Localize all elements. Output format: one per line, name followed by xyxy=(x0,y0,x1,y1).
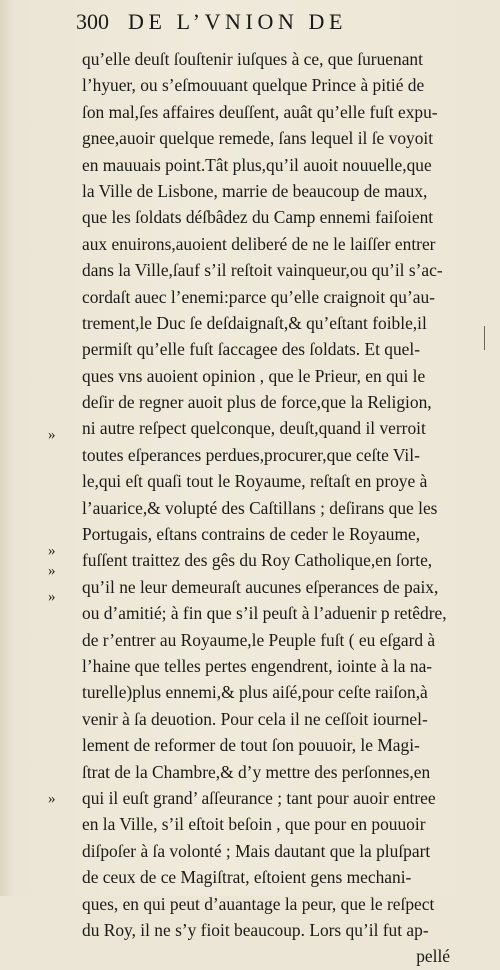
page-header xyxy=(76,8,496,36)
text-line: permiſt qu’elle fuſt ſaccagee des ſoldats. Et quel- xyxy=(82,339,421,360)
text-line: lement de reformer de tout ſon pouuoir, le Magi- xyxy=(82,735,420,756)
text-line: ſon mal,ſes affaires deuſſent, auât qu’elle fuſt expu- xyxy=(82,101,438,122)
running-title: DE L’VNION DE xyxy=(128,9,348,34)
text-line: qu’il ne leur demeuraſt aucunes eſperances de paix, xyxy=(82,576,439,597)
text-line: cordaſt auec l’enemi:parce qu’elle craignoit qu’au- xyxy=(82,286,435,307)
text-line: trement,le Duc ſe deſdaignaſt,& qu’eſtant foible,il xyxy=(82,312,427,333)
text-line: qui il euſt grand’ aſſeurance ; tant pour auoir entree xyxy=(82,787,436,808)
text-line: ou d’amitié; à fin que s’il peuſt à l’aduenir p retêdre, xyxy=(82,603,447,624)
text-line: Portugais, eſtans contrains de ceder le Royaume, xyxy=(82,524,421,545)
body-text xyxy=(82,46,490,970)
text-line: l’hyuer, ou s’eſmouuant quelque Prince à pitié de xyxy=(82,75,425,96)
text-line: ni autre reſpect quelconque, deuſt,quand il verroit xyxy=(82,418,426,439)
text-line: aux enuirons,auoient deliberé de ne le laiſſer entrer xyxy=(82,233,436,254)
text-line: toutes eſperances perdues,procurer,que ceſte Vil- xyxy=(82,444,420,465)
text-line: venir à ſa deuotion. Pour cela il ne ceſſoit iournel- xyxy=(82,708,428,729)
page-number: 300 xyxy=(76,9,109,34)
text-line: du Roy, il ne s’y fioit beaucoup. Lors qu’il fut ap- xyxy=(82,919,429,940)
text-line: dans la Ville,ſauf s’il reſtoit vainqueur,ou qu’il s’ac- xyxy=(82,260,443,281)
text-line: turelle)plus ennemi,& plus aiſé,pour ceſte raiſon,à xyxy=(82,682,428,703)
quotation-mark: » xyxy=(48,589,56,605)
quotation-mark: » xyxy=(48,543,56,559)
text-line: qu’elle deuſt ſouſtenir iuſques à ce, que ſuruenant xyxy=(82,49,423,69)
quotation-mark: » xyxy=(48,427,56,443)
text-line: gnee,auoir quelque remede, ſans lequel il ſe voyoit xyxy=(82,128,434,149)
text-line: de ceux de ce Magiſtrat, eſtoient gens mechani- xyxy=(82,867,412,888)
text-line: ſtrat de la Chambre,& d’y mettre des perſonnes,en xyxy=(82,761,431,782)
text-line: de r’entrer au Royaume,le Peuple fuſt ( eu eſgard à xyxy=(82,629,436,650)
text-line: ques, en qui peut d’auantage la peur, que le reſpect xyxy=(82,893,435,914)
text-line: la Ville de Lisbone, marrie de beaucoup de maux, xyxy=(82,180,428,201)
text-line: en la Ville, s’il eſtoit beſoin , que pour en pouuoir xyxy=(82,814,426,835)
quotation-mark: » xyxy=(48,791,56,807)
quotation-mark: » xyxy=(48,563,56,579)
text-line: que les ſoldats déſbâdez du Camp ennemi faiſoient xyxy=(82,207,434,228)
text-line: l’haine que telles pertes engendrent, iointe à la na- xyxy=(82,655,433,676)
text-line: le,qui eſt quaſi tout le Royaume, reſtaſt en proye à xyxy=(82,471,428,492)
catchword: pellé xyxy=(416,946,450,967)
text-line: en mauuais point.Tât plus,qu’il auoit nouuelle,que xyxy=(82,154,432,175)
text-line: diſpoſer à ſa volonté ; Mais dautant que la pluſpart xyxy=(82,840,431,861)
text-line: ques vns auoient opinion , que le Prieur, en qui le xyxy=(82,365,426,386)
text-line: fuſſent traittez des gês du Roy Catholique,en ſorte, xyxy=(82,550,433,571)
text-line: deſir de regner auoit plus de force,que la Religion, xyxy=(82,392,432,413)
text-line: l’auarice,& volupté des Caſtillans ; deſirans que les xyxy=(82,497,438,518)
